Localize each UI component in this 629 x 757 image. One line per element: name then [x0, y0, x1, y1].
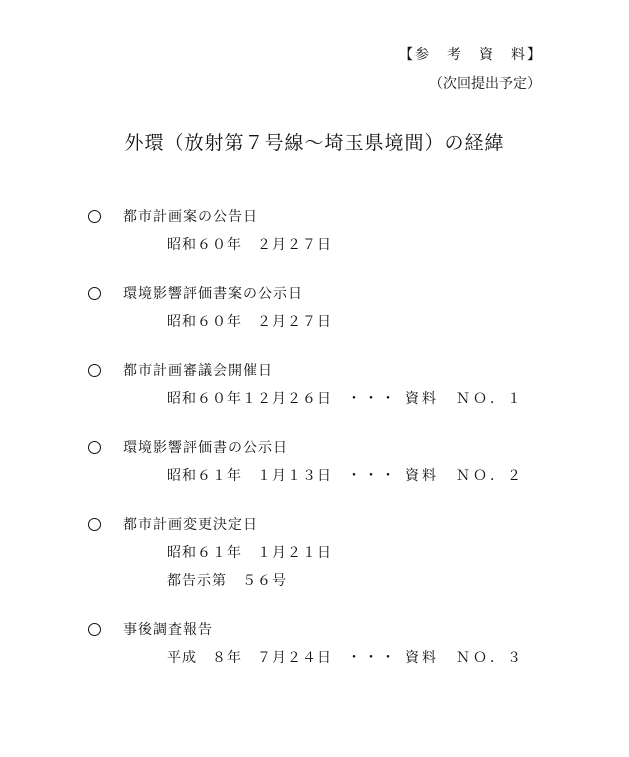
circle-bullet-icon — [88, 441, 101, 454]
reference-label: 【参 考 資 料】 — [399, 47, 543, 63]
document-reference: 資料 ＮＯ．１ — [405, 391, 524, 407]
document-reference: 資料 ＮＯ．２ — [405, 468, 524, 484]
entry-heading — [88, 206, 558, 226]
entry-detail — [88, 465, 558, 485]
history-entry-plan-notice — [88, 206, 558, 254]
leader-dots: ・・・ — [347, 391, 398, 407]
entry-date: 昭和６１年 １月１３日 — [167, 468, 332, 484]
circle-bullet-icon — [88, 210, 101, 223]
entry-label: 都市計画変更決定日 — [123, 517, 258, 533]
entry-heading — [88, 283, 558, 303]
entry-date: 昭和６０年 ２月２７日 — [167, 314, 332, 330]
entry-label: 都市計画審議会開催日 — [123, 363, 273, 379]
circle-bullet-icon — [88, 623, 101, 636]
entry-heading — [88, 619, 558, 639]
entry-detail — [88, 647, 558, 667]
entry-detail — [88, 311, 558, 331]
entry-label: 環境影響評価書の公示日 — [123, 440, 288, 456]
circle-bullet-icon — [88, 287, 101, 300]
circle-bullet-icon — [88, 518, 101, 531]
document-title: 外環（放射第７号線～埼玉県境間）の経緯 — [124, 132, 505, 154]
document-reference: 資料 ＮＯ．３ — [405, 650, 524, 666]
history-entry-council-meeting — [88, 360, 558, 408]
history-entry-plan-change-decision — [88, 514, 558, 590]
history-entry-eia-notice — [88, 437, 558, 485]
history-entry-follow-up-report — [88, 619, 558, 667]
history-entry-eia-draft-notice — [88, 283, 558, 331]
circle-bullet-icon — [88, 364, 101, 377]
entry-detail — [88, 234, 558, 254]
entry-label: 環境影響評価書案の公示日 — [123, 286, 303, 302]
entry-detail — [88, 388, 558, 408]
history-list — [88, 206, 558, 696]
entry-date: 昭和６０年１２月２６日 — [167, 391, 332, 407]
entry-heading — [88, 437, 558, 457]
entry-label: 事後調査報告 — [123, 622, 213, 638]
entry-notice-number: 都告示第 ５６号 — [167, 573, 287, 589]
entry-detail — [88, 542, 558, 562]
entry-date: 昭和６１年 １月２１日 — [167, 545, 332, 561]
entry-heading — [88, 514, 558, 534]
entry-label: 都市計画案の公告日 — [123, 209, 258, 225]
entry-heading — [88, 360, 558, 380]
leader-dots: ・・・ — [347, 468, 398, 484]
leader-dots: ・・・ — [347, 650, 398, 666]
submission-note: （次回提出予定） — [429, 76, 541, 92]
entry-date: 平成 ８年 ７月２４日 — [167, 650, 332, 666]
entry-date: 昭和６０年 ２月２７日 — [167, 237, 332, 253]
